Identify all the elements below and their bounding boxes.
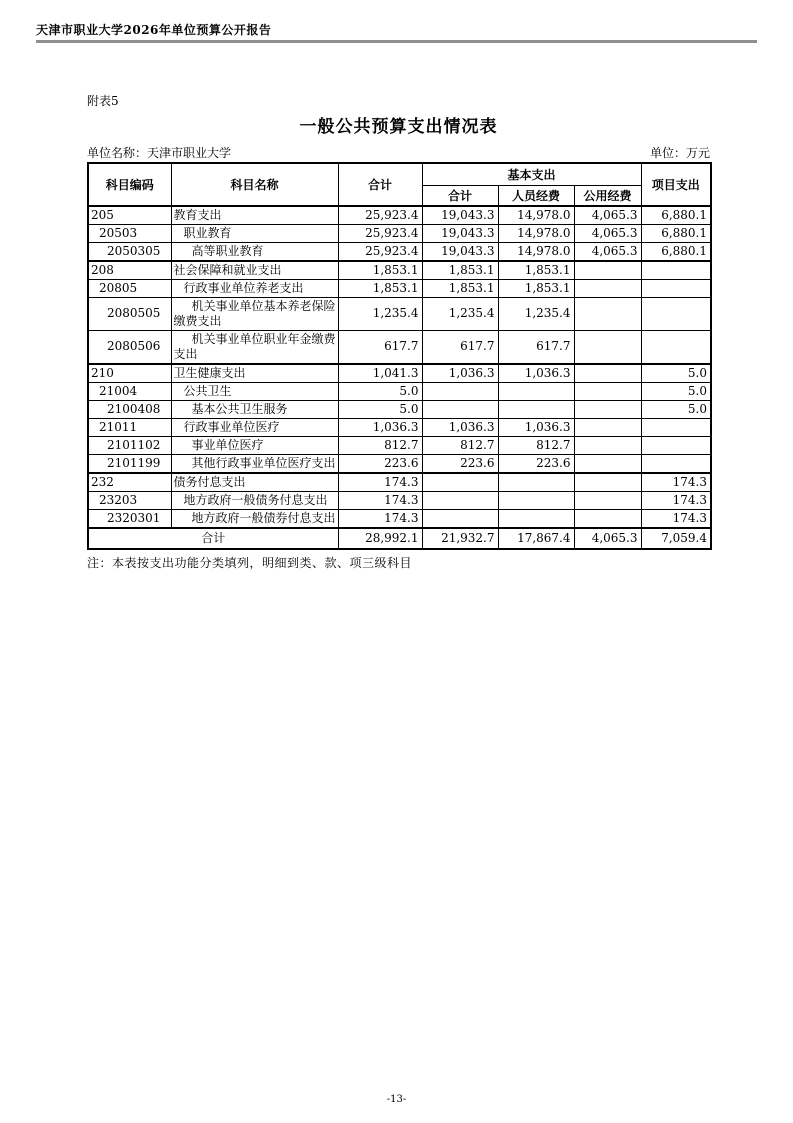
header-total: 合计 xyxy=(338,163,422,206)
total-cell: 1,853.1 xyxy=(338,279,422,297)
public-funds-cell xyxy=(574,382,641,400)
project-expenditure-cell xyxy=(641,279,711,297)
budget-table xyxy=(87,162,712,550)
table-row xyxy=(88,473,711,492)
total-cell: 1,853.1 xyxy=(338,261,422,280)
total-cell: 174.3 xyxy=(338,473,422,492)
personnel-funds-cell: 14,978.0 xyxy=(498,206,574,225)
basic-total-cell: 223.6 xyxy=(422,454,498,473)
table-row xyxy=(88,261,711,280)
subject-name-cell: 地方政府一般债务付息支出 xyxy=(171,491,338,509)
total-cell: 25,923.4 xyxy=(338,224,422,242)
header-public-funds: 公用经费 xyxy=(574,185,641,206)
total-cell: 28,992.1 xyxy=(338,528,422,549)
basic-total-cell: 19,043.3 xyxy=(422,206,498,225)
total-cell: 1,041.3 xyxy=(338,364,422,383)
total-cell: 25,923.4 xyxy=(338,242,422,261)
table-row xyxy=(88,382,711,400)
project-expenditure-cell: 5.0 xyxy=(641,382,711,400)
table-row xyxy=(88,418,711,436)
subject-name-cell: 机关事业单位职业年金缴费支出 xyxy=(171,330,338,364)
project-expenditure-cell xyxy=(641,330,711,364)
subject-code-cell: 2080506 xyxy=(88,330,171,364)
public-funds-cell xyxy=(574,491,641,509)
basic-total-cell xyxy=(422,473,498,492)
total-cell: 174.3 xyxy=(338,491,422,509)
public-funds-cell xyxy=(574,418,641,436)
project-expenditure-cell: 6,880.1 xyxy=(641,224,711,242)
budget-table-body xyxy=(88,206,711,549)
subject-name-cell: 教育支出 xyxy=(171,206,338,225)
table-row xyxy=(88,279,711,297)
subject-name-cell: 行政事业单位养老支出 xyxy=(171,279,338,297)
budget-table-header xyxy=(88,163,711,206)
project-expenditure-cell: 6,880.1 xyxy=(641,206,711,225)
subject-code-cell: 20805 xyxy=(88,279,171,297)
subject-name-cell: 卫生健康支出 xyxy=(171,364,338,383)
personnel-funds-cell: 1,853.1 xyxy=(498,261,574,280)
subject-code-cell: 208 xyxy=(88,261,171,280)
total-cell: 812.7 xyxy=(338,436,422,454)
report-header xyxy=(36,21,271,38)
table-meta xyxy=(87,144,710,161)
public-funds-cell: 4,065.3 xyxy=(574,206,641,225)
subject-name-cell: 社会保障和就业支出 xyxy=(171,261,338,280)
subject-code-cell: 21011 xyxy=(88,418,171,436)
subject-name-cell: 债务付息支出 xyxy=(171,473,338,492)
public-funds-cell xyxy=(574,297,641,330)
subject-code-cell: 210 xyxy=(88,364,171,383)
table-row xyxy=(88,297,711,330)
table-row xyxy=(88,400,711,418)
personnel-funds-cell xyxy=(498,382,574,400)
project-expenditure-cell: 174.3 xyxy=(641,509,711,528)
subject-name-cell: 事业单位医疗 xyxy=(171,436,338,454)
basic-total-cell: 812.7 xyxy=(422,436,498,454)
total-cell: 174.3 xyxy=(338,509,422,528)
public-funds-cell xyxy=(574,330,641,364)
subject-name-cell: 机关事业单位基本养老保险缴费支出 xyxy=(171,297,338,330)
total-cell: 1,235.4 xyxy=(338,297,422,330)
basic-total-cell: 21,932.7 xyxy=(422,528,498,549)
subject-name-cell: 基本公共卫生服务 xyxy=(171,400,338,418)
basic-total-cell: 617.7 xyxy=(422,330,498,364)
total-cell: 5.0 xyxy=(338,400,422,418)
table-row xyxy=(88,242,711,261)
public-funds-cell xyxy=(574,279,641,297)
table-row xyxy=(88,206,711,225)
table-total-row xyxy=(88,528,711,549)
public-funds-cell xyxy=(574,400,641,418)
table-row xyxy=(88,436,711,454)
subject-code-cell: 2100408 xyxy=(88,400,171,418)
basic-total-cell xyxy=(422,509,498,528)
subject-name-cell: 职业教育 xyxy=(171,224,338,242)
public-funds-cell: 4,065.3 xyxy=(574,224,641,242)
header-subject-code: 科目编码 xyxy=(88,163,171,206)
project-expenditure-cell xyxy=(641,436,711,454)
project-expenditure-cell xyxy=(641,454,711,473)
subject-code-cell: 21004 xyxy=(88,382,171,400)
header-project-expenditure: 项目支出 xyxy=(641,163,711,206)
subject-name-cell: 行政事业单位医疗 xyxy=(171,418,338,436)
total-cell: 223.6 xyxy=(338,454,422,473)
content-area xyxy=(87,92,710,571)
public-funds-cell xyxy=(574,509,641,528)
total-cell: 25,923.4 xyxy=(338,206,422,225)
unit-label: 单位：万元 xyxy=(649,146,710,160)
table-note: 注：本表按支出功能分类填列，明细到类、款、项三级科目 xyxy=(87,555,413,570)
public-funds-cell xyxy=(574,436,641,454)
subject-code-cell: 232 xyxy=(88,473,171,492)
subject-name-cell: 高等职业教育 xyxy=(171,242,338,261)
project-expenditure-cell: 6,880.1 xyxy=(641,242,711,261)
subject-code-cell: 2101199 xyxy=(88,454,171,473)
basic-total-cell: 1,235.4 xyxy=(422,297,498,330)
personnel-funds-cell: 223.6 xyxy=(498,454,574,473)
personnel-funds-cell: 1,235.4 xyxy=(498,297,574,330)
page-number: -13- xyxy=(386,1094,407,1105)
personnel-funds-cell xyxy=(498,491,574,509)
table-row xyxy=(88,364,711,383)
header-basic-total: 合计 xyxy=(422,185,498,206)
project-expenditure-cell xyxy=(641,418,711,436)
personnel-funds-cell: 812.7 xyxy=(498,436,574,454)
header-personnel-funds: 人员经费 xyxy=(498,185,574,206)
project-expenditure-cell: 7,059.4 xyxy=(641,528,711,549)
report-header-text: 天津市职业大学2026年单位预算公开报告 xyxy=(36,23,272,37)
table-row xyxy=(88,330,711,364)
table-title: 一般公共预算支出情况表 xyxy=(299,117,498,137)
public-funds-cell xyxy=(574,364,641,383)
project-expenditure-cell: 174.3 xyxy=(641,491,711,509)
subject-name-cell: 地方政府一般债券付息支出 xyxy=(171,509,338,528)
basic-total-cell: 1,036.3 xyxy=(422,364,498,383)
personnel-funds-cell: 617.7 xyxy=(498,330,574,364)
subject-name-cell: 其他行政事业单位医疗支出 xyxy=(171,454,338,473)
personnel-funds-cell: 14,978.0 xyxy=(498,242,574,261)
basic-total-cell: 1,036.3 xyxy=(422,418,498,436)
subject-code-cell: 2320301 xyxy=(88,509,171,528)
basic-total-cell: 1,853.1 xyxy=(422,261,498,280)
basic-total-cell: 1,853.1 xyxy=(422,279,498,297)
subject-code-cell: 205 xyxy=(88,206,171,225)
subject-code-cell: 2080505 xyxy=(88,297,171,330)
subject-code-cell: 2050305 xyxy=(88,242,171,261)
public-funds-cell xyxy=(574,261,641,280)
subject-code-cell: 2101102 xyxy=(88,436,171,454)
subject-code-cell: 20503 xyxy=(88,224,171,242)
public-funds-cell xyxy=(574,454,641,473)
total-row-label: 合计 xyxy=(88,528,338,549)
basic-total-cell: 19,043.3 xyxy=(422,224,498,242)
project-expenditure-cell: 174.3 xyxy=(641,473,711,492)
table-row xyxy=(88,224,711,242)
project-expenditure-cell: 5.0 xyxy=(641,364,711,383)
public-funds-cell xyxy=(574,473,641,492)
personnel-funds-cell: 1,036.3 xyxy=(498,418,574,436)
personnel-funds-cell xyxy=(498,509,574,528)
header-basic-expenditure-group: 基本支出 xyxy=(422,163,641,185)
basic-total-cell xyxy=(422,382,498,400)
personnel-funds-cell: 14,978.0 xyxy=(498,224,574,242)
annex-label: 附表5 xyxy=(87,94,119,108)
table-row xyxy=(88,491,711,509)
total-cell: 617.7 xyxy=(338,330,422,364)
personnel-funds-cell: 1,853.1 xyxy=(498,279,574,297)
unit-name-label: 单位名称：天津市职业大学 xyxy=(87,146,232,160)
header-subject-name: 科目名称 xyxy=(171,163,338,206)
personnel-funds-cell: 1,036.3 xyxy=(498,364,574,383)
basic-total-cell xyxy=(422,400,498,418)
personnel-funds-cell: 17,867.4 xyxy=(498,528,574,549)
total-cell: 5.0 xyxy=(338,382,422,400)
basic-total-cell: 19,043.3 xyxy=(422,242,498,261)
personnel-funds-cell xyxy=(498,400,574,418)
subject-code-cell: 23203 xyxy=(88,491,171,509)
project-expenditure-cell xyxy=(641,261,711,280)
project-expenditure-cell: 5.0 xyxy=(641,400,711,418)
subject-name-cell: 公共卫生 xyxy=(171,382,338,400)
project-expenditure-cell xyxy=(641,297,711,330)
public-funds-cell: 4,065.3 xyxy=(574,528,641,549)
header-rule xyxy=(36,40,757,43)
public-funds-cell: 4,065.3 xyxy=(574,242,641,261)
table-row xyxy=(88,509,711,528)
total-cell: 1,036.3 xyxy=(338,418,422,436)
basic-total-cell xyxy=(422,491,498,509)
personnel-funds-cell xyxy=(498,473,574,492)
table-row xyxy=(88,454,711,473)
